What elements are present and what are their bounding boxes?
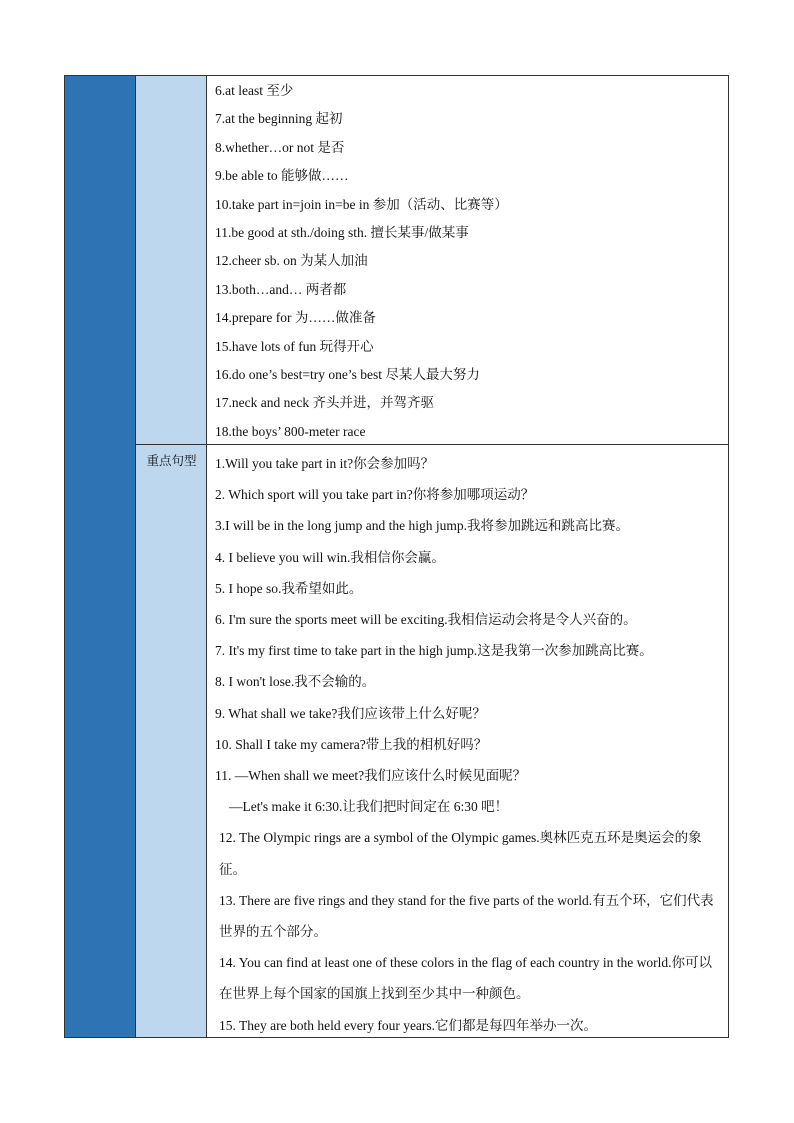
section-label: 重点句型	[146, 453, 197, 468]
vocab-item: 17.neck and neck 齐头并进，并驾齐驱	[215, 395, 434, 411]
sentence-item: 1.Will you take part in it?你会参加吗？	[215, 456, 435, 471]
vocab-item: 12.cheer sb. on 为某人加油	[215, 253, 368, 269]
sentence-item: 2. Which sport will you take part in?你将参加哪项运动？	[215, 487, 535, 503]
vocab-item: 18.the boys’ 800-meter race	[215, 423, 366, 439]
section-label-column	[136, 76, 207, 1037]
sentence-item: 12. The Olympic rings are a symbol of the Olympic games.奥林匹克五环是奥运会的象征。	[219, 830, 702, 877]
sentence-item: 9. What shall we take?我们应该带上什么好呢？	[215, 705, 486, 721]
vocab-item: 15.have lots of fun 玩得开心	[215, 338, 374, 354]
sentence-item: 3.I will be in the long jump and the high jump.我将参加跳远和跳高比赛。	[215, 518, 629, 534]
sentence-item: 10. Shall I take my camera?带上我的相机好吗？	[215, 736, 488, 752]
sentence-item: 5. I hope so.我希望如此。	[215, 580, 363, 596]
vocab-item: 8.whether…or not 是否	[215, 139, 345, 155]
sentence-item: 11. —When shall we meet?我们应该什么时候见面呢？	[215, 768, 527, 784]
vocab-item: 11.be good at sth./doing sth. 擅长某事/做某事	[215, 224, 469, 240]
sentence-item: 13. There are five rings and they stand for the five parts of the world.有五个环，它们代表世界的五个部分。	[219, 892, 714, 940]
vocab-item: 10.take part in=join in=be in 参加（活动、比赛等）	[215, 196, 508, 212]
sentence-item: 6. I'm sure the sports meet will be exciting.我相信运动会将是令人兴奋的。	[215, 612, 637, 628]
vocab-item: 7.at the beginning 起初	[215, 111, 343, 127]
sentence-item: 7. It's my first time to take part in the high jump.这是我第一次参加跳高比赛。	[215, 643, 653, 659]
category-column	[65, 76, 136, 1037]
vocab-item: 6.at least 至少	[215, 83, 294, 98]
sentence-item: 14. You can find at least one of these colors in the flag of each country in the world.你可以在世界上每个国家的国旗上找到至少其中一种颜色。	[219, 955, 713, 1002]
sentence-item: —Let's make it 6:30.让我们把时间定在 6:30 吧！	[229, 799, 509, 815]
vocab-item: 9.be able to 能够做……	[215, 168, 349, 184]
vocab-item: 13.both…and… 两者都	[215, 281, 347, 297]
vocab-item: 16.do one’s best=try one’s best 尽某人最大努力	[215, 366, 480, 382]
vocab-list	[215, 77, 722, 446]
sentence-item: 8. I won't lose.我不会输的。	[215, 674, 376, 690]
sentence-list	[215, 448, 722, 1041]
content-table	[64, 75, 729, 1038]
vocab-item: 14.prepare for 为……做准备	[215, 310, 376, 326]
sentence-item: 15. They are both held every four years.它们都是每四年举办一次。	[219, 1017, 598, 1033]
sentence-item: 4. I believe you will win.我相信你会赢。	[215, 549, 445, 565]
